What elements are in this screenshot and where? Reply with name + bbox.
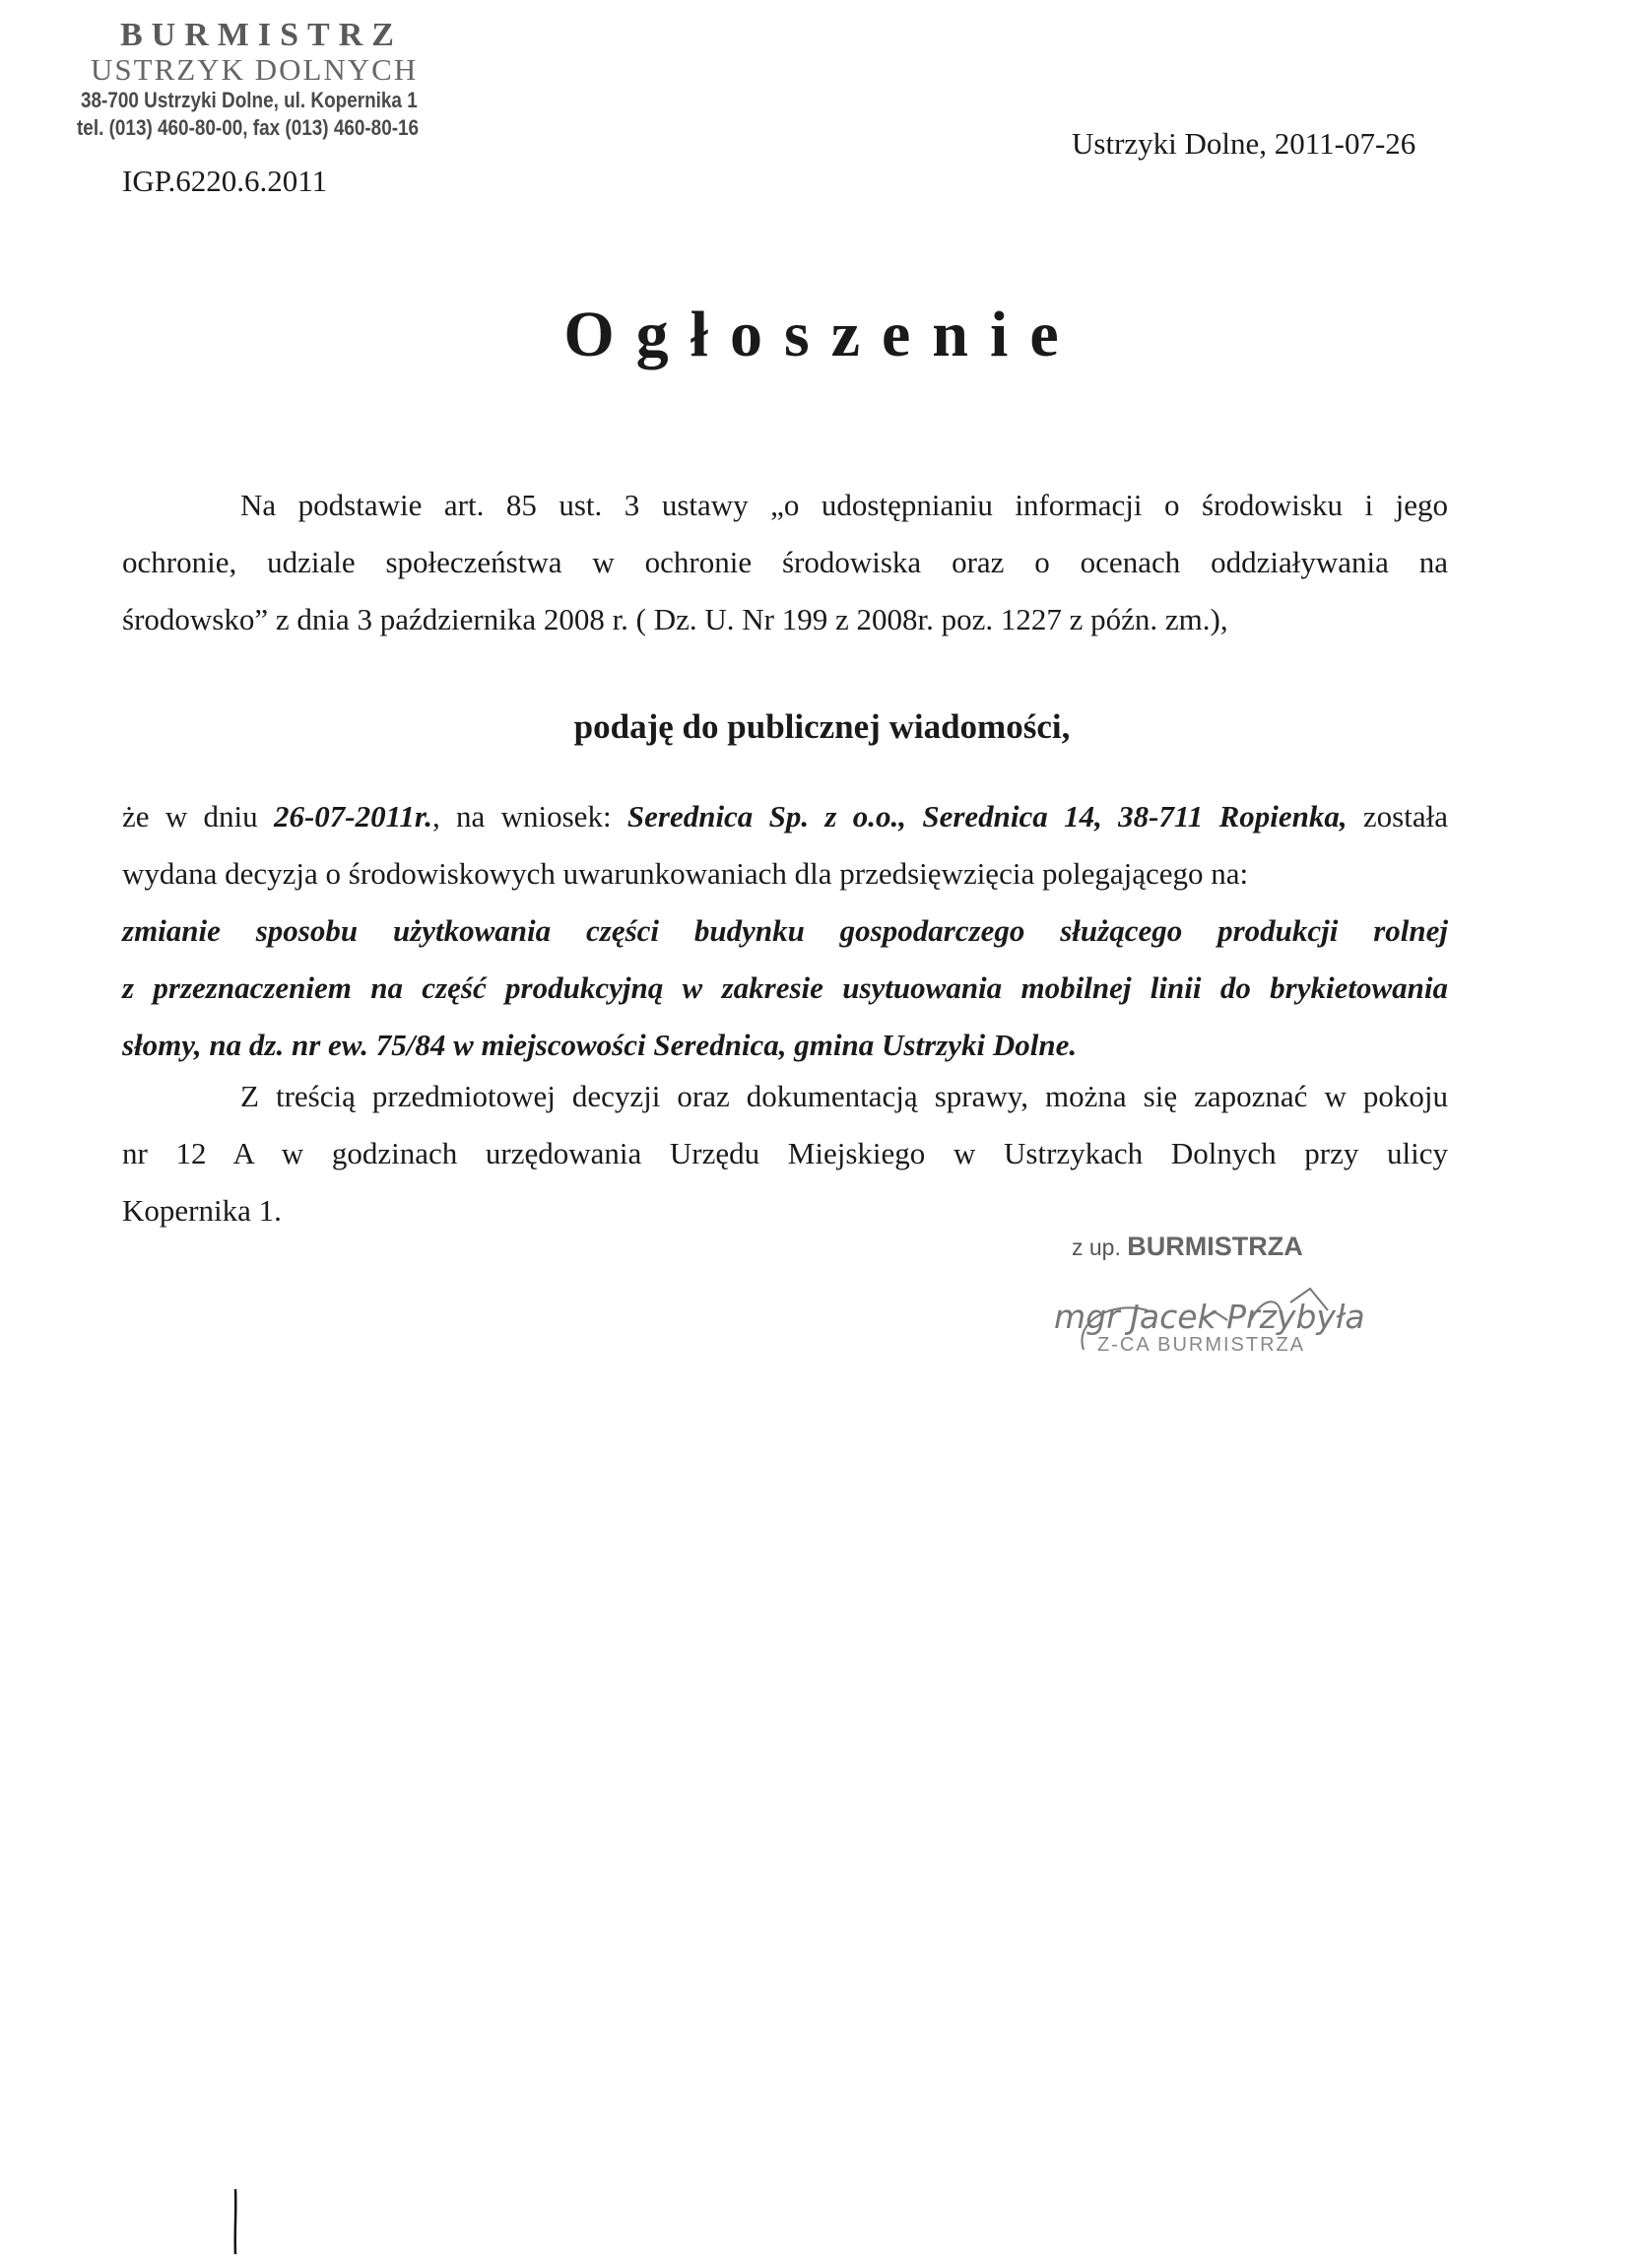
project-line: z przeznaczeniem na część produkcyjną w zakresie usytuowania mobilnej linii do brykietowania	[122, 970, 1448, 1005]
text-run: że w dniu	[122, 799, 274, 834]
authority-prefix: z up.	[1072, 1234, 1121, 1260]
text-run: została	[1347, 799, 1448, 834]
page-mark	[230, 2187, 240, 2256]
text-run: , na wniosek:	[432, 799, 627, 834]
legal-basis-paragraph	[122, 477, 1448, 648]
stamp-contact: tel. (013) 460-80-00, fax (013) 460-80-16	[77, 115, 420, 140]
reference-number: IGP.6220.6.2011	[122, 164, 328, 198]
project-line: zmianie sposobu użytkowania części budynku gospodarczego służącego produkcji rolnej	[122, 913, 1448, 948]
paragraph-line: Z treścią przedmiotowej decyzji oraz dokumentacją sprawy, można się zapoznać w pokoju	[240, 1079, 1448, 1113]
decision-paragraph	[122, 788, 1448, 1074]
handwritten-signature-icon	[1054, 1281, 1379, 1369]
paragraph-line: Kopernika 1.	[122, 1193, 282, 1228]
authority-name: BURMISTRZA	[1127, 1232, 1303, 1261]
paragraph-line	[122, 788, 1448, 845]
paragraph-line: wydana decyzja o środowiskowych uwarunkowaniach dla przedsięwzięcia polegającego na:	[122, 856, 1249, 891]
announcement-heading: podaję do publicznej wiadomości,	[573, 707, 1071, 746]
access-paragraph	[122, 1068, 1448, 1239]
signatory-name: mgr Jacek Przybyła	[1054, 1298, 1365, 1336]
document-title: Ogłoszenie	[563, 299, 1081, 370]
stamp-address: 38-700 Ustrzyki Dolne, ul. Kopernika 1	[81, 88, 418, 112]
letterhead-stamp	[77, 18, 451, 142]
stamp-authority: BURMISTRZ	[120, 17, 403, 53]
decision-date: 26-07-2011r.	[273, 799, 432, 834]
paragraph-line: środowsko” z dnia 3 października 2008 r. ( Dz. U. Nr 199 z 2008r. poz. 1227 z późn. zm.),	[122, 602, 1228, 636]
project-line: słomy, na dz. nr ew. 75/84 w miejscowości Serednica, gmina Ustrzyki Dolne.	[122, 1028, 1078, 1062]
signatory-role: Z-CA BURMISTRZA	[1097, 1334, 1306, 1356]
signature-authority	[1072, 1232, 1399, 1262]
place-date: Ustrzyki Dolne, 2011-07-26	[1072, 126, 1416, 161]
paragraph-line: nr 12 A w godzinach urzędowania Urzędu Miejskiego w Ustrzykach Dolnych przy ulicy	[122, 1136, 1448, 1170]
applicant: Serednica Sp. z o.o., Serednica 14, 38-711 Ropienka,	[626, 799, 1348, 834]
paragraph-line: Na podstawie art. 85 ust. 3 ustawy „o udostępnianiu informacji o środowisku i jego	[240, 488, 1448, 522]
paragraph-line: ochronie, udziale społeczeństwa w ochronie środowiska oraz o ocenach oddziaływania na	[122, 545, 1448, 579]
stamp-town: USTRZYK DOLNYCH	[91, 52, 419, 87]
